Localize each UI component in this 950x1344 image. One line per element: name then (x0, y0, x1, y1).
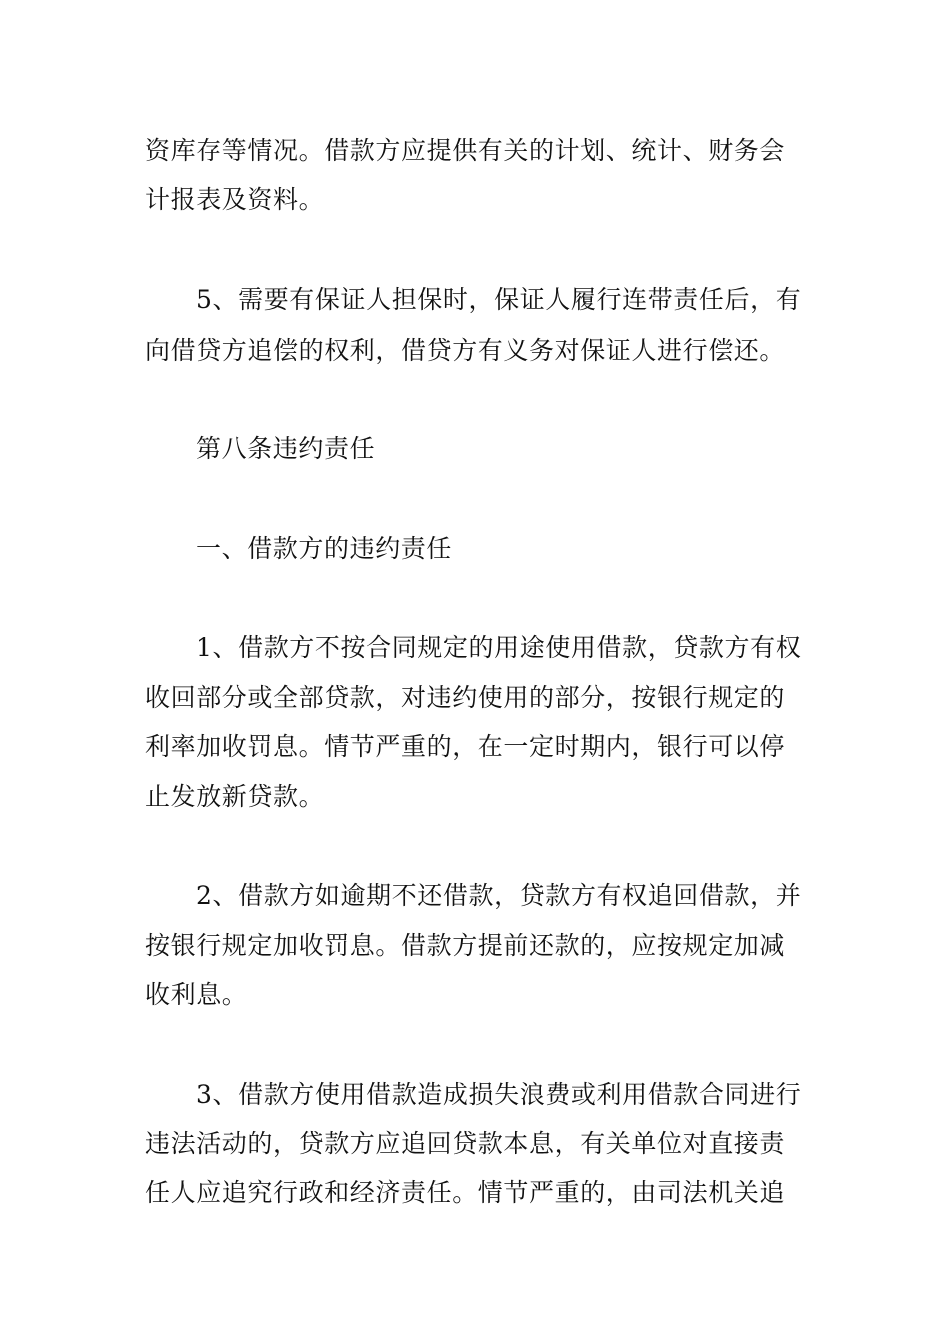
section-heading: 第八条违约责任 (196, 434, 376, 463)
paragraph-line: 任人应追究行政和经济责任。情节严重的，由司法机关追 (145, 1178, 786, 1207)
paragraph-line: 止发放新贷款。 (145, 782, 325, 811)
paragraph-line: 资库存等情况。借款方应提供有关的计划、统计、财务会 (145, 136, 786, 165)
paragraph-line: 向借贷方追偿的权利，借贷方有义务对保证人进行偿还。 (145, 336, 786, 365)
paragraph-line: 违法活动的，贷款方应追回贷款本息，有关单位对直接责 (145, 1129, 786, 1158)
paragraph-line: 利率加收罚息。情节严重的，在一定时期内，银行可以停 (145, 732, 786, 761)
paragraph-line: 收利息。 (145, 980, 248, 1009)
subsection-heading: 一、借款方的违约责任 (196, 534, 453, 563)
paragraph-line: 3、借款方使用借款造成损失浪费或利用借款合同进行 (196, 1080, 802, 1109)
paragraph-line: 收回部分或全部贷款，对违约使用的部分，按银行规定的 (145, 683, 786, 712)
paragraph-line: 计报表及资料。 (145, 185, 325, 214)
paragraph-line: 2、借款方如逾期不还借款，贷款方有权追回借款，并 (196, 881, 802, 910)
paragraph-line: 按银行规定加收罚息。借款方提前还款的，应按规定加减 (145, 931, 786, 960)
paragraph-line: 5、需要有保证人担保时，保证人履行连带责任后，有 (196, 285, 802, 314)
paragraph-line: 1、借款方不按合同规定的用途使用借款，贷款方有权 (196, 633, 802, 662)
